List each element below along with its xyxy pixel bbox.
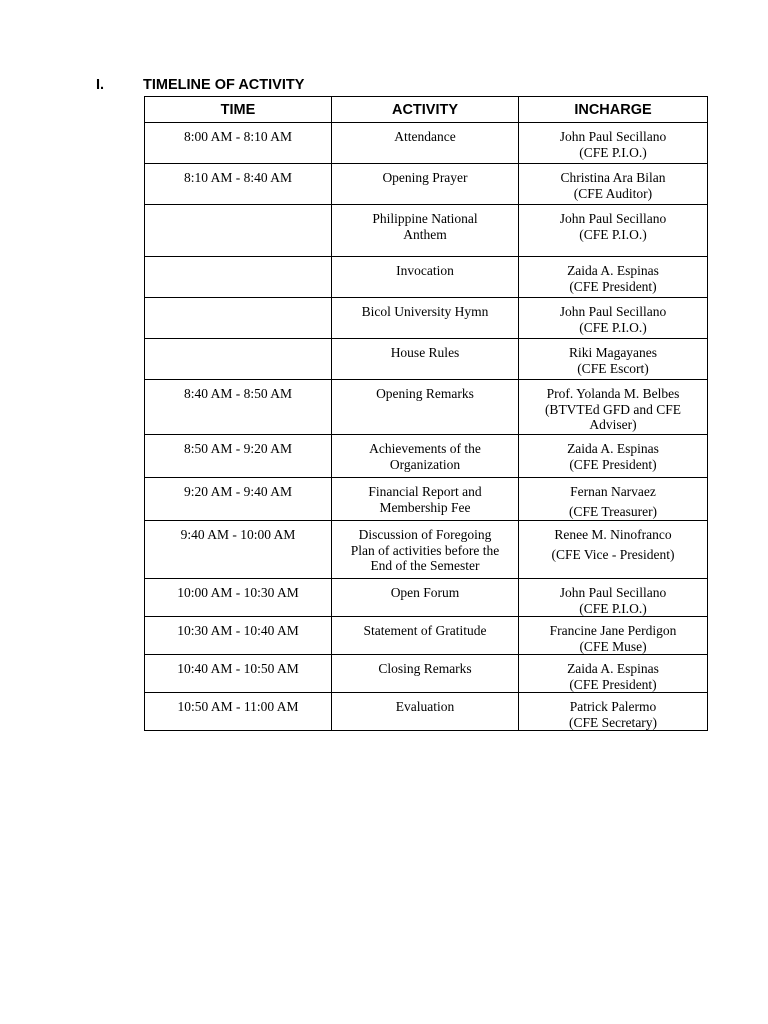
time-cell: 9:40 AM - 10:00 AM <box>145 521 332 579</box>
time-cell: 8:50 AM - 9:20 AM <box>145 435 332 478</box>
time-cell: 8:00 AM - 8:10 AM <box>145 123 332 164</box>
activity-cell: Opening Remarks <box>332 380 519 435</box>
incharge-role: (CFE P.I.O.) <box>579 600 647 616</box>
activity-cell: Attendance <box>332 123 519 164</box>
incharge-name: Fernan Narvaez <box>570 484 656 499</box>
activity-cell: Bicol University Hymn <box>332 298 519 339</box>
incharge-role: (CFE President) <box>569 278 657 294</box>
activity-cell: Statement of Gratitude <box>332 617 519 655</box>
incharge-cell <box>519 205 708 257</box>
incharge-name: Patrick Palermo <box>569 699 657 714</box>
table-row <box>145 298 708 339</box>
activity-cell: Invocation <box>332 257 519 298</box>
table-row <box>145 521 708 579</box>
incharge-name: Renee M. Ninofranco <box>554 527 672 542</box>
incharge-cell <box>519 478 708 521</box>
incharge-cell <box>519 521 708 579</box>
table-row <box>145 123 708 164</box>
activity-cell: Financial Report and Membership Fee <box>332 478 519 521</box>
incharge-cell <box>519 123 708 164</box>
incharge-name: Zaida A. Espinas <box>567 263 659 278</box>
time-cell: 10:50 AM - 11:00 AM <box>145 693 332 731</box>
incharge-name: John Paul Secillano <box>559 304 667 319</box>
time-cell: 10:30 AM - 10:40 AM <box>145 617 332 655</box>
time-cell: 10:40 AM - 10:50 AM <box>145 655 332 693</box>
incharge-name: John Paul Secillano <box>559 211 667 226</box>
header-incharge: INCHARGE <box>519 97 708 123</box>
incharge-cell <box>519 298 708 339</box>
activity-cell: Evaluation <box>332 693 519 731</box>
time-cell <box>145 339 332 380</box>
incharge-cell <box>519 579 708 617</box>
incharge-role: (BTVTEd GFD and CFE Adviser) <box>544 401 682 432</box>
incharge-role: (CFE Vice - President) <box>551 546 675 562</box>
incharge-role: (CFE Muse) <box>579 638 647 654</box>
incharge-name: Christina Ara Bilan <box>560 170 666 185</box>
incharge-name: John Paul Secillano <box>559 129 667 144</box>
incharge-cell <box>519 257 708 298</box>
incharge-name: Riki Magayanes <box>568 345 658 360</box>
incharge-name: John Paul Secillano <box>559 585 667 600</box>
section-title: TIMELINE OF ACTIVITY <box>143 77 305 93</box>
activity-cell: Closing Remarks <box>332 655 519 693</box>
activity-cell: Achievements of the Organization <box>332 435 519 478</box>
incharge-cell <box>519 164 708 205</box>
incharge-cell <box>519 435 708 478</box>
time-cell: 10:00 AM - 10:30 AM <box>145 579 332 617</box>
section-heading <box>96 77 304 93</box>
incharge-role: (CFE Auditor) <box>573 185 653 201</box>
table-row <box>145 339 708 380</box>
table-row <box>145 693 708 731</box>
time-cell <box>145 257 332 298</box>
timeline-table <box>144 96 708 731</box>
table-row <box>145 164 708 205</box>
table-row <box>145 655 708 693</box>
table-row <box>145 257 708 298</box>
activity-cell: Discussion of Foregoing Plan of activities before the End of the Semester <box>332 521 519 579</box>
table-row <box>145 478 708 521</box>
incharge-role: (CFE Treasurer) <box>568 503 658 519</box>
activity-cell: Opening Prayer <box>332 164 519 205</box>
incharge-role: (CFE Escort) <box>577 360 649 376</box>
table-row <box>145 579 708 617</box>
activity-cell: House Rules <box>332 339 519 380</box>
table-row <box>145 205 708 257</box>
incharge-cell <box>519 693 708 731</box>
incharge-name: Francine Jane Perdigon <box>549 623 677 638</box>
time-cell <box>145 298 332 339</box>
activity-cell: Open Forum <box>332 579 519 617</box>
table-row <box>145 435 708 478</box>
incharge-name: Prof. Yolanda M. Belbes <box>546 386 680 401</box>
table-row <box>145 380 708 435</box>
incharge-role: (CFE President) <box>569 456 657 472</box>
table-header-row <box>145 97 708 123</box>
header-activity: ACTIVITY <box>332 97 519 123</box>
incharge-role: (CFE Secretary) <box>568 714 658 730</box>
incharge-cell <box>519 380 708 435</box>
time-cell: 8:40 AM - 8:50 AM <box>145 380 332 435</box>
time-cell <box>145 205 332 257</box>
activity-cell: Philippine National Anthem <box>332 205 519 257</box>
incharge-role: (CFE President) <box>569 676 657 692</box>
incharge-cell <box>519 617 708 655</box>
incharge-name: Zaida A. Espinas <box>567 661 659 676</box>
table-row <box>145 617 708 655</box>
time-cell: 8:10 AM - 8:40 AM <box>145 164 332 205</box>
incharge-role: (CFE P.I.O.) <box>579 319 647 335</box>
section-number: I. <box>96 77 105 93</box>
incharge-cell <box>519 339 708 380</box>
time-cell: 9:20 AM - 9:40 AM <box>145 478 332 521</box>
incharge-cell <box>519 655 708 693</box>
incharge-role: (CFE P.I.O.) <box>579 144 647 160</box>
incharge-role: (CFE P.I.O.) <box>579 226 647 242</box>
header-time: TIME <box>145 97 332 123</box>
incharge-name: Zaida A. Espinas <box>567 441 659 456</box>
